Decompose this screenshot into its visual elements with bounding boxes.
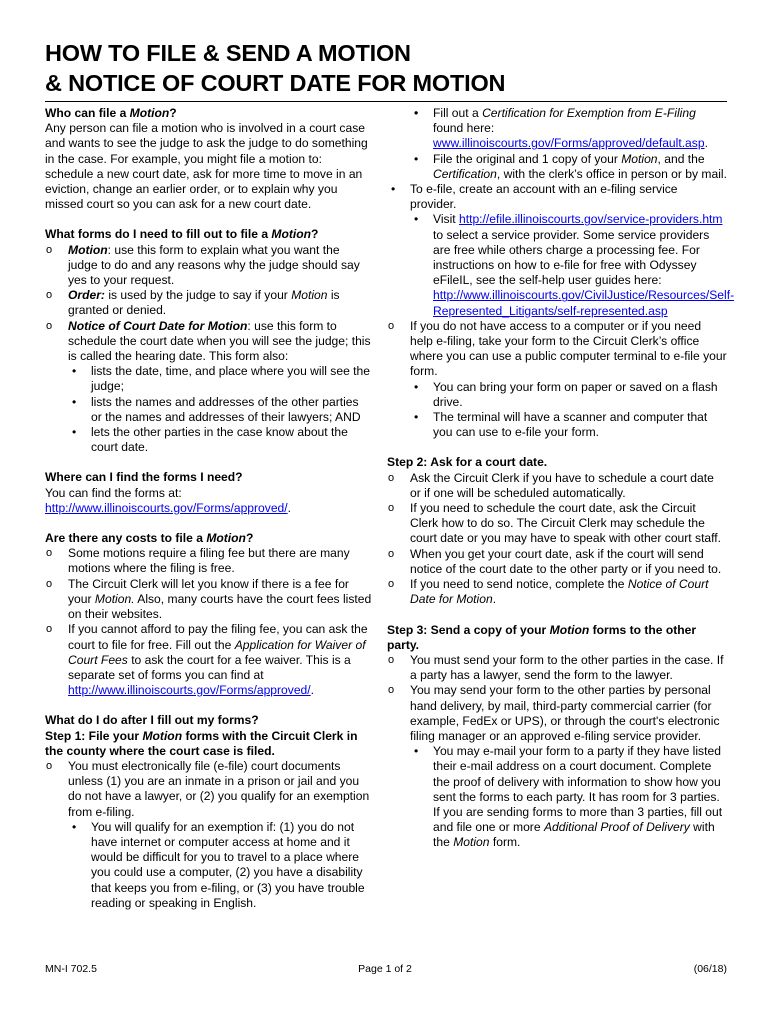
exemption-bullet: • You will qualify for an exemption if: (1) you do not have internet or computer access at home and it would be difficult for you to travel to a place where you could use a computer, (2) you have a disability that keeps you from e-filing, or (3) you have trouble reading or speaking in English. [68,820,372,911]
costs-heading: Are there any costs to file a Motion? [45,531,254,546]
who-heading: Who can file a Motion? [45,106,177,120]
no-access-bullet: • You can bring your form on paper or saved on a flash drive. [410,380,727,410]
forms-link[interactable]: http://www.illinoiscourts.gov/Forms/approved/ [45,500,288,515]
notice-bullets [68,364,372,455]
where-heading: Where can I find the forms I need? [45,470,243,485]
step3-heading: Step 3: Send a copy of your Motion forms to the other party. [387,622,697,652]
self-help-guide-link[interactable]: http://www.illinoiscourts.gov/CivilJustice/Resources/Self-Represented_Litigants/self-represented.asp [433,288,735,318]
cost-item: o Some motions require a filing fee but there are many motions where the filing is free. [45,546,372,576]
efile-item: • To e-file, create an account with an e-filing service provider. • Visit http://efile.illinoiscourts.gov/service-providers.htm to select a service provider. Some service providers are free while others charge a processing fee. For instructions on how to e-file for free with Odyssey eFileIL, see the self-help user guides here: http://www.illinoiscourts.gov/CivilJustice/Resources/Self-Represented_Litigants/self-represented.asp [387,182,727,319]
file-original-item: • File the original and 1 copy of your Motion, and the Certification, with the clerk’s office in person or by mail. [410,152,727,182]
page-title [45,38,735,98]
visit-bullets [410,212,735,318]
cert-link[interactable]: www.illinoiscourts.gov/Forms/approved/default.asp [433,136,705,151]
step3-list [387,653,727,851]
cert-item: • • Fill out a Certification for Exemption from E-Filing found here: www.illinoiscourts.gov/Forms/approved/default.asp. [410,106,727,152]
efile-list [387,182,735,319]
no-access-bullet: • The terminal will have a scanner and computer that you can use to e-file your form. [410,410,727,440]
email-bullets [410,744,727,850]
forms-list [45,243,372,456]
step2-item: o When you get your court date, ask if the court will send notice of the court date to the other party or if you need to. [387,547,727,577]
notice-bullet: • lists the names and addresses of the other parties or the names and addresses of their lawyers; AND [68,395,372,425]
step2-heading: Step 2: Ask for a court date. [387,455,548,470]
visit-item: • Visit http://efile.illinoiscourts.gov/service-providers.htm to select a service provider. Some service providers are free while others charge a processing fee. For instructions on how to e-file for free with Odyssey eFileIL, see the self-help user guides here: http://www.illinoiscourts.gov/CivilJustice/Resources/Self-Represented_Litigants/self-represented.asp [410,212,727,318]
costs-list [45,546,372,698]
step1-list [45,759,372,911]
no-access-bullets [410,380,727,441]
no-access-list [387,319,727,441]
notice-bullet: • lets the other parties in the case know about the court date. [68,425,372,455]
step1-heading: Step 1: File your Motion forms with the Circuit Clerk in the county where the court case is filed. [45,728,358,758]
continued-efile-list [387,106,727,182]
cost-item: o If you cannot afford to pay the filing fee, you can ask the court to file for free. Fill out the Application for Waiver of Court Fees to ask the court for a fee waiver. This is a separate set of forms you can find at http://www.illinoiscourts.gov/Forms/approved/. [45,622,372,698]
form-item-order: o Order: is used by the judge to say if your Motion is granted or denied. [45,288,372,318]
exemption-bullets [68,820,372,911]
service-providers-link[interactable]: http://efile.illinoiscourts.gov/service-providers.htm [459,212,723,227]
efile-bullet [410,106,727,182]
who-body: Any person can file a motion who is involved in a court case and wants to see the judge to ask the judge to do something in the case. For example, you might file a motion to: schedule a new court date, ask for more time to move in an eviction, change an earlier order, or to explain why you missed court so you can ask for a new court date. [45,121,368,212]
step3-item: o You may send your form to the other parties by personal hand delivery, by mail, third-party commercial carrier (for example, FedEx or UPS), or through the court's electronic filing manager or an approved e-filing service provider. • You may e-mail your form to a party if they have listed their e-mail address on a court document. Complete the proof of delivery with information to show how you sent the forms to each party. It has room for 3 parties. If you are sending forms to more than 3 parties, fill out and file one or more Additional Proof of Delivery with the Motion form. [387,683,727,850]
fee-waiver-link[interactable]: http://www.illinoiscourts.gov/Forms/approved/ [68,683,311,698]
footer-form-id: MN-I 702.5 [45,963,97,975]
step3-item: o You must send your form to the other parties in the case. If a party has a lawyer, send the form to the lawyer. [387,653,727,683]
form-item-notice: o Notice of Court Date for Motion: use this form to schedule the court date when you will see the judge; this is called the hearing date. This form also: • lists the date, time, and place where you will see the judge; • lists the names and addresses of the other parties or the names and addresses of their lawyers; AND • lets the other parties in the case know about the court date. [45,319,372,456]
email-bullet: • You may e-mail your form to a party if they have listed their e-mail address on a court document. Complete the proof of delivery with information to show how you sent the forms to each party. It has room for 3 parties. If you are sending forms to more than 3 parties, fill out and file one or more Additional Proof of Delivery with the Motion form. [410,744,727,850]
step2-item: o If you need to schedule the court date, ask the Circuit Clerk how to do so. The Circuit Clerk may schedule the court date or you may have to speak with other court staff. [387,501,727,547]
step2-item: o If you need to send notice, complete the Notice of Court Date for Motion. [387,577,727,607]
right-column [387,106,735,851]
title-line-1: HOW TO FILE & SEND A MOTION [45,40,411,66]
step2-list [387,471,727,608]
after-heading: What do I do after I fill out my forms? [45,713,259,728]
notice-bullet: • lists the date, time, and place where you will see the judge; [68,364,372,394]
where-link-line: http://www.illinoiscourts.gov/Forms/approved/. [45,500,292,515]
step1-item: o You must electronically file (e-file) court documents unless (1) you are an inmate in a prison or jail and you do not have a lawyer, or (2) you qualify for an exemption from e-filing. • You will qualify for an exemption if: (1) you do not have internet or computer access at home and it would be difficult for you to travel to a place where you could use a computer, (2) you have a disability that keeps you from e-filing, or (3) you have trouble reading or speaking in English. [45,759,372,911]
form-item-motion: o Motion: use this form to explain what you want the judge to do and any reasons why the judge should say yes to your request. [45,243,372,289]
where-body: You can find the forms at: [45,485,182,500]
step2-item: o Ask the Circuit Clerk if you have to schedule a court date or if one will be scheduled automatically. [387,471,727,501]
no-access-item: o If you do not have access to a computer or if you need help e-filing, take your form to the Circuit Clerk’s office where you can use a public computer terminal to e-file your form. • You can bring your form on paper or saved on a flash drive. • The terminal will have a scanner and computer that you can use to e-file your form. [387,319,727,441]
left-column [45,106,372,911]
forms-heading: What forms do I need to fill out to file a Motion? [45,227,319,242]
title-line-2: & NOTICE OF COURT DATE FOR MOTION [45,70,506,96]
footer-page-number: Page 1 of 2 [358,963,412,975]
cost-item: o The Circuit Clerk will let you know if there is a fee for your Motion. Also, many courts have the court fees listed on their websites. [45,577,372,623]
footer-date: (06/18) [693,963,727,975]
title-divider [45,101,727,102]
